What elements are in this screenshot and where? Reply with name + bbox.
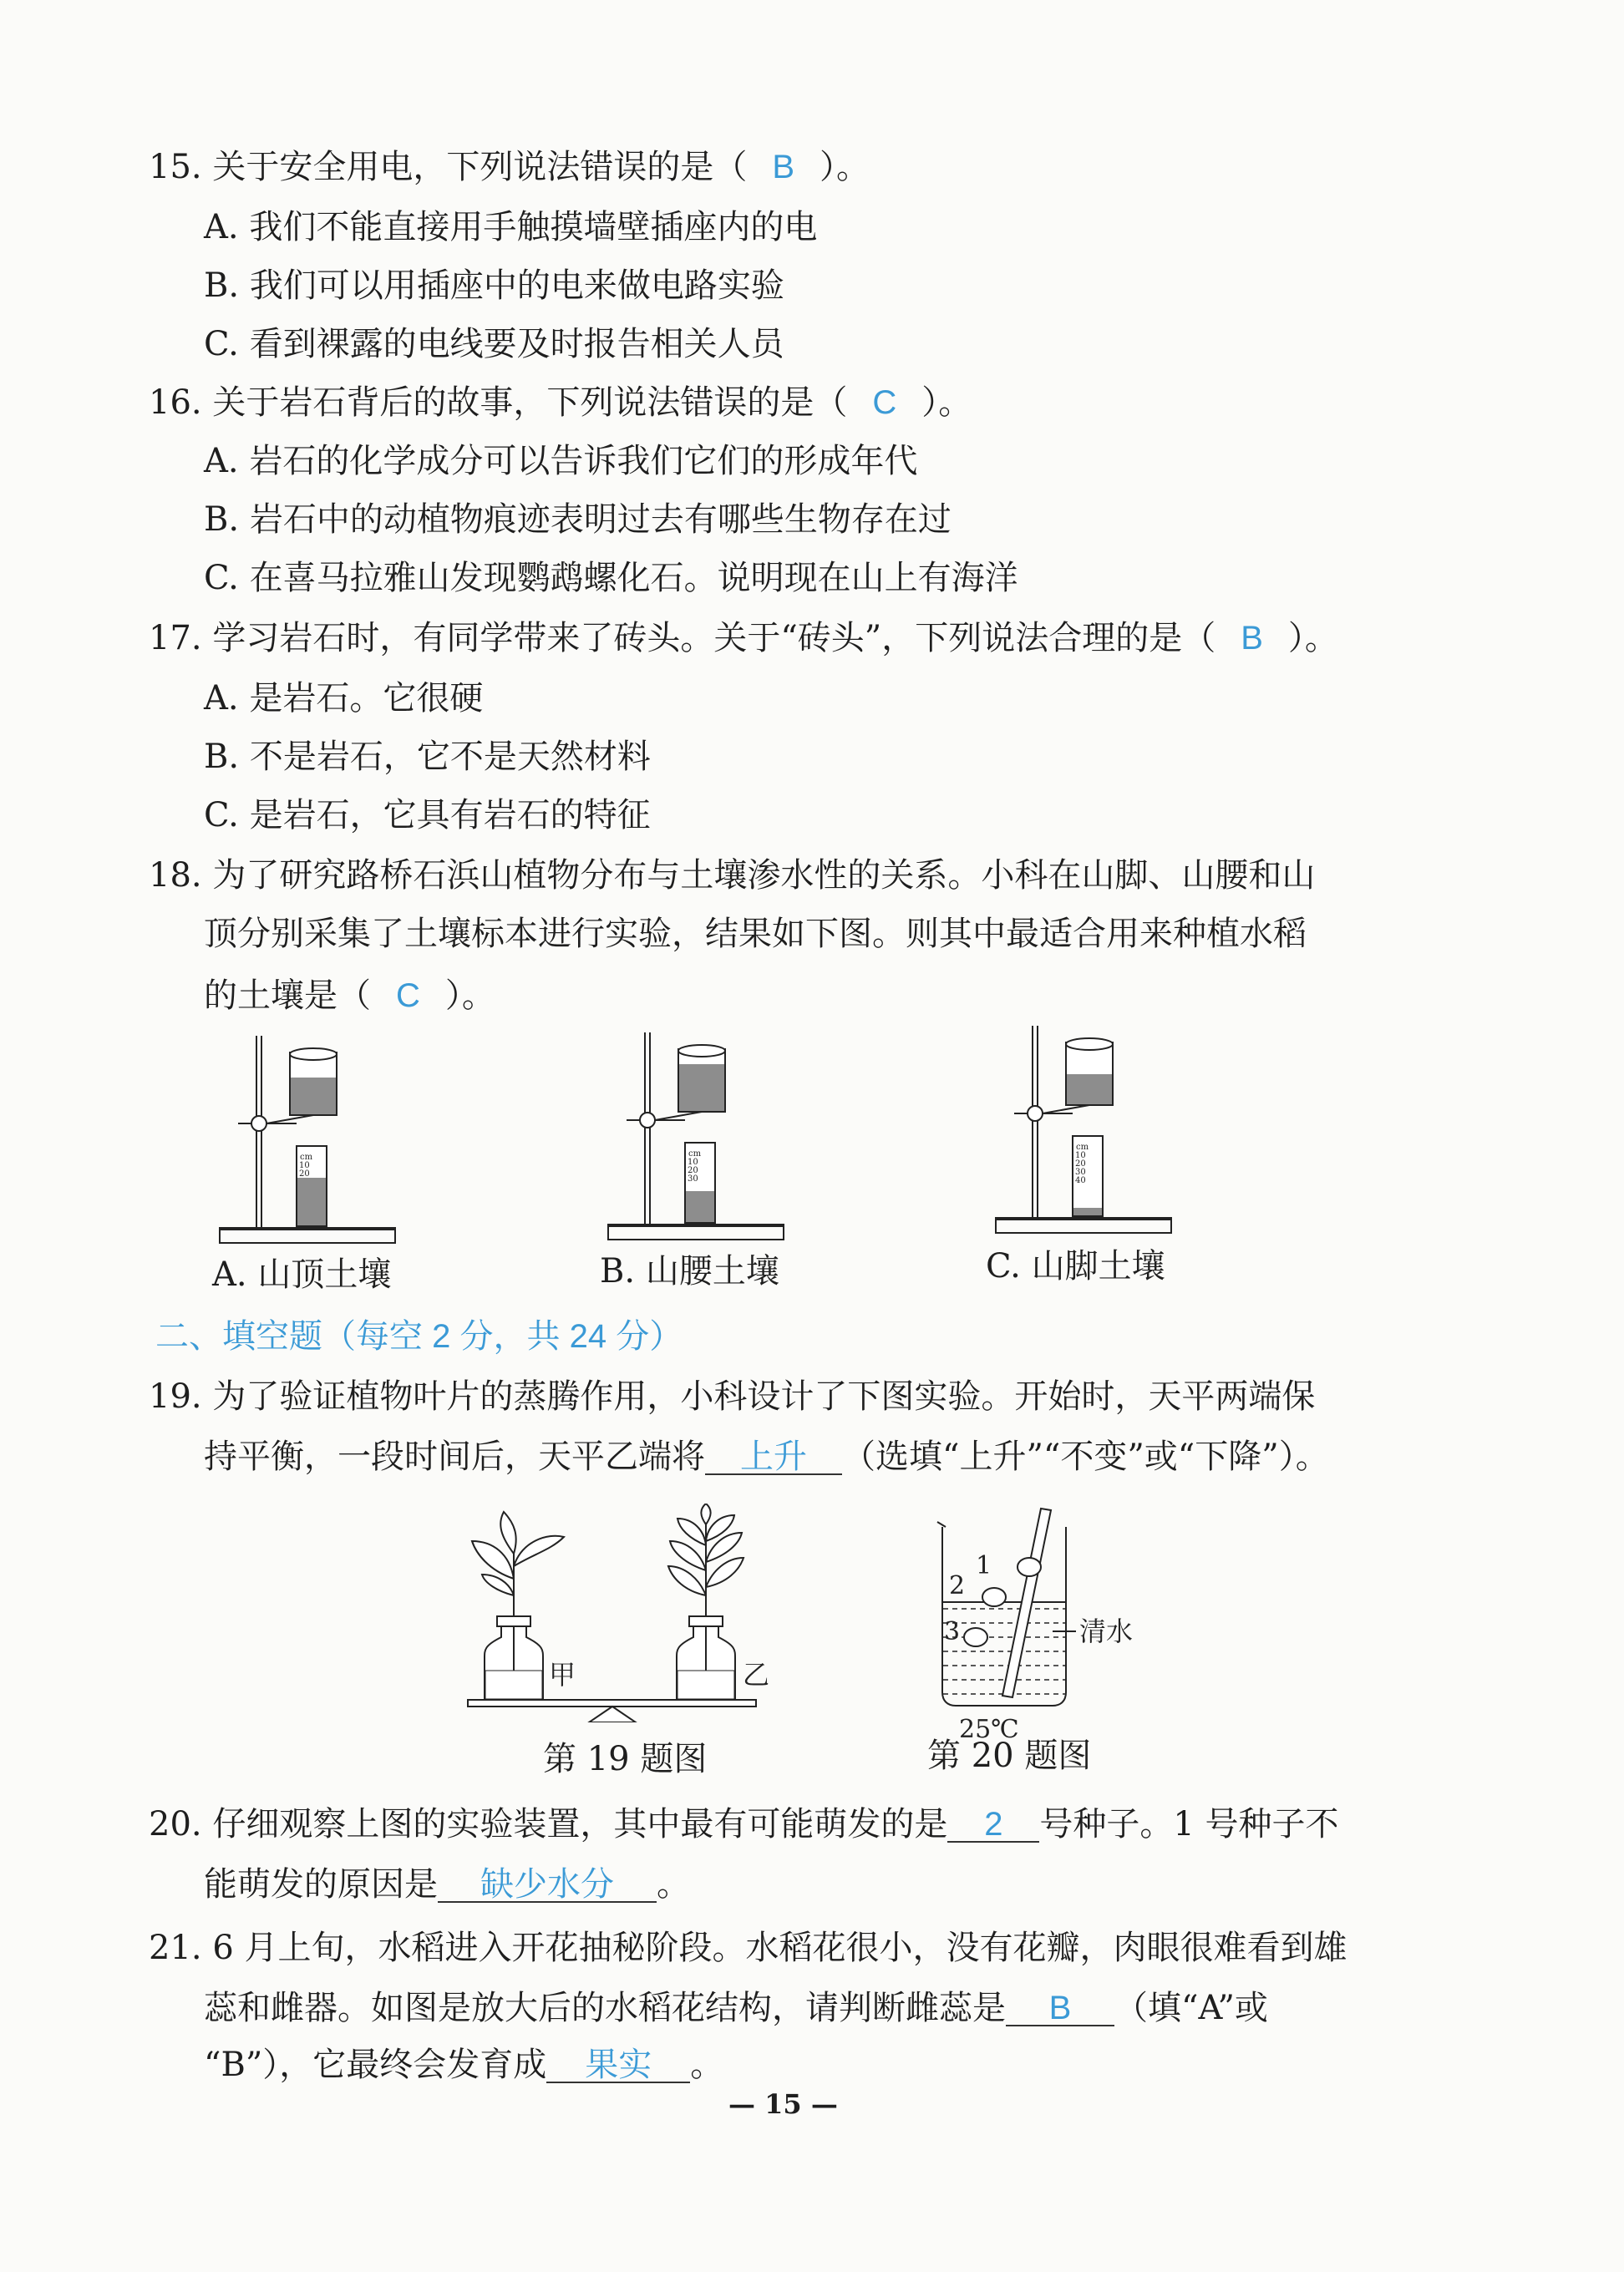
q19-caption: 第 19 题图 [543,1740,708,1778]
q20-caption: 第 20 题图 [927,1737,1092,1775]
q20-line1: 20. 仔细观察上图的实验装置，其中最有可能萌发的是 2 号种子。1 号种子不 [149,1805,1339,1843]
seed-1-label: 1 [976,1551,992,1580]
q17-option-c: C. 是岩石，它具有岩石的特征 [204,796,651,834]
scale-c-10: 10 [1075,1151,1086,1160]
q15-option-a: A. 我们不能直接用手触摸墙壁插座内的电 [204,208,818,246]
apparatus-b [601,1032,794,1250]
scale-unit-c: cm [1076,1143,1089,1152]
q18-caption-b: B. 山腰土壤 [600,1252,779,1291]
water-label: 清水 [1079,1615,1134,1647]
scale-c-20: 20 [1075,1159,1086,1169]
q16-option-a: A. 岩石的化学成分可以告诉我们它们的形成年代 [204,442,918,480]
label-yi: 乙 [743,1659,770,1691]
scale-a-20: 20 [299,1169,310,1179]
beaker-figure [927,1502,1178,1744]
q15-stem: 15. 关于安全用电，下列说法错误的是（ B ）。 [149,148,870,186]
scale-b-10: 10 [688,1158,698,1167]
apparatus-a [213,1036,405,1253]
scale-b-30: 30 [688,1174,698,1184]
q18-line2: 顶分别采集了土壤标本进行实验，结果如下图。则其中最适合用来种植水稻 [204,915,1307,953]
q18-answer: C [396,977,420,1014]
scale-c-30: 30 [1075,1168,1086,1177]
q18-caption-a: A. 山顶土壤 [212,1255,392,1294]
q17-option-a: A. 是岩石。它很硬 [204,679,484,718]
q19-blank: 上升 [705,1440,842,1475]
q15-option-b: B. 我们可以用插座中的电来做电路实验 [204,266,784,305]
q16-answer: C [872,384,897,421]
scale-b-20: 20 [688,1166,698,1175]
q16-stem: 16. 关于岩石背后的故事，下列说法错误的是（ C ）。 [149,383,972,422]
q20-line2: 能萌发的原因是 缺少水分 。 [204,1865,690,1904]
q17-answer: B [1241,620,1263,657]
q18-line1: 18. 为了研究路桥石浜山植物分布与土壤渗水性的关系。小科在山脚、山腰和山 [149,856,1316,895]
label-jia: 甲 [549,1659,576,1691]
q17-stem: 17. 学习岩石时，有同学带来了砖头。关于“砖头”，下列说法合理的是（ B ）。 [149,619,1338,657]
scale-unit-a: cm [300,1153,313,1162]
section-fill-in-heading: 二、填空题（每空 2 分，共 24 分） [155,1318,683,1355]
q17-option-b: B. 不是岩石，它不是天然材料 [204,738,651,776]
q20-blank-2: 缺少水分 [438,1868,657,1903]
q21-line1: 21. 6 月上旬，水稻进入开花抽秘阶段。水稻花很小，没有花瓣，肉眼很难看到雄 [149,1929,1347,1967]
q21-blank-1: B [1006,1991,1114,2026]
seed-3-label: 3 [944,1617,961,1646]
balance-figure [464,1504,815,1722]
q19-line2: 持平衡，一段时间后，天平乙端将 上升 （选填“上升”“不变”或“下降”）。 [204,1438,1329,1476]
seed-2-label: 2 [949,1571,966,1600]
q20-blank-1: 2 [947,1808,1039,1843]
scale-a-10: 10 [299,1161,310,1170]
q21-line3: “B”），它最终会发育成 果实 。 [204,2046,724,2084]
temperature-label: 25℃ [959,1715,1019,1744]
q18-caption-c: C. 山脚土壤 [986,1247,1165,1286]
scale-unit-b: cm [688,1149,702,1159]
q19-line1: 19. 为了验证植物叶片的蒸腾作用，小科设计了下图实验。开始时，天平两端保 [149,1377,1316,1416]
q21-blank-2: 果实 [546,2048,690,2083]
q16-option-b: B. 岩石中的动植物痕迹表明过去有哪些生物存在过 [204,500,952,539]
page-number: — 15 — [728,2088,838,2120]
q15-answer: B [772,149,795,185]
q15-option-c: C. 看到裸露的电线要及时报告相关人员 [204,325,784,363]
apparatus-c [989,1026,1181,1243]
q16-option-c: C. 在喜马拉雅山发现鹦鹉螺化石。说明现在山上有海洋 [204,559,1018,597]
q18-line3: 的土壤是（ C ）。 [204,976,495,1015]
scale-c-40: 40 [1075,1176,1086,1185]
q21-line2: 蕊和雌器。如图是放大后的水稻花结构，请判断雌蕊是 B （填“A”或 [204,1989,1268,2027]
